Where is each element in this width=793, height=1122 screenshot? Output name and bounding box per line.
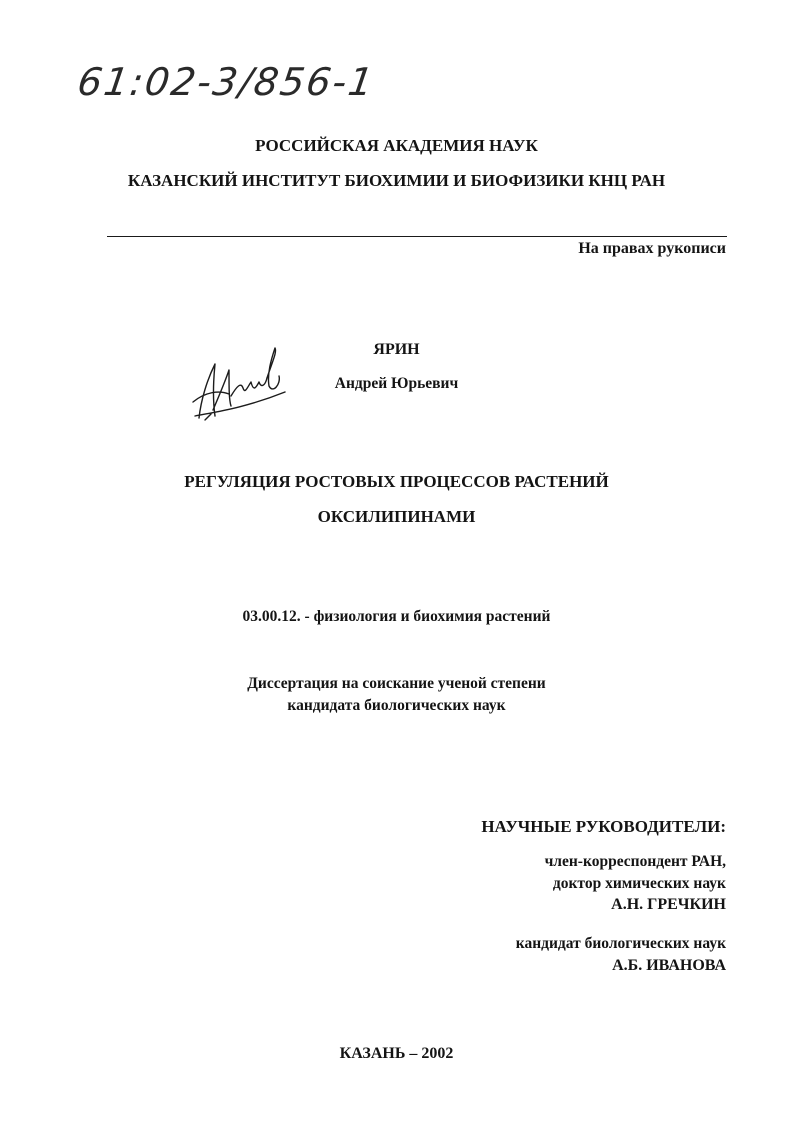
supervisor2-name: А.Б. ИВАНОВА bbox=[612, 957, 726, 974]
thesis-title-line2: ОКСИЛИПИНАМИ bbox=[317, 507, 476, 526]
city-year: КАЗАНЬ – 2002 bbox=[339, 1045, 454, 1062]
rights-notice: На правах рукописи bbox=[578, 240, 726, 257]
supervisors-heading: НАУЧНЫЕ РУКОВОДИТЕЛИ: bbox=[481, 817, 726, 836]
dissertation-degree-line2: кандидата биологических наук bbox=[287, 697, 506, 714]
supervisor2-title: кандидат биологических наук bbox=[515, 935, 726, 952]
institute-name: КАЗАНСКИЙ ИНСТИТУТ БИОХИМИИ И БИОФИЗИКИ КНЦ РАН bbox=[127, 171, 666, 190]
supervisor1-title-line2: доктор химических наук bbox=[552, 875, 726, 892]
author-given-names: Андрей Юрьевич bbox=[334, 375, 459, 392]
header-divider bbox=[107, 236, 727, 237]
author-surname: ЯРИН bbox=[373, 341, 420, 358]
supervisor1-title-line1: член-корреспондент РАН, bbox=[544, 853, 726, 870]
supervisor1-name: А.Н. ГРЕЧКИН bbox=[611, 896, 726, 913]
archive-number: 61:02-3/856-1 bbox=[74, 60, 378, 104]
dissertation-degree-line1: Диссертация на соискание ученой степени bbox=[247, 675, 546, 692]
thesis-title-line1: РЕГУЛЯЦИЯ РОСТОВЫХ ПРОЦЕССОВ РАСТЕНИЙ bbox=[184, 472, 609, 491]
academy-name: РОССИЙСКАЯ АКАДЕМИЯ НАУК bbox=[255, 136, 538, 155]
specialty-code: 03.00.12. - физиология и биохимия растений bbox=[242, 608, 551, 625]
